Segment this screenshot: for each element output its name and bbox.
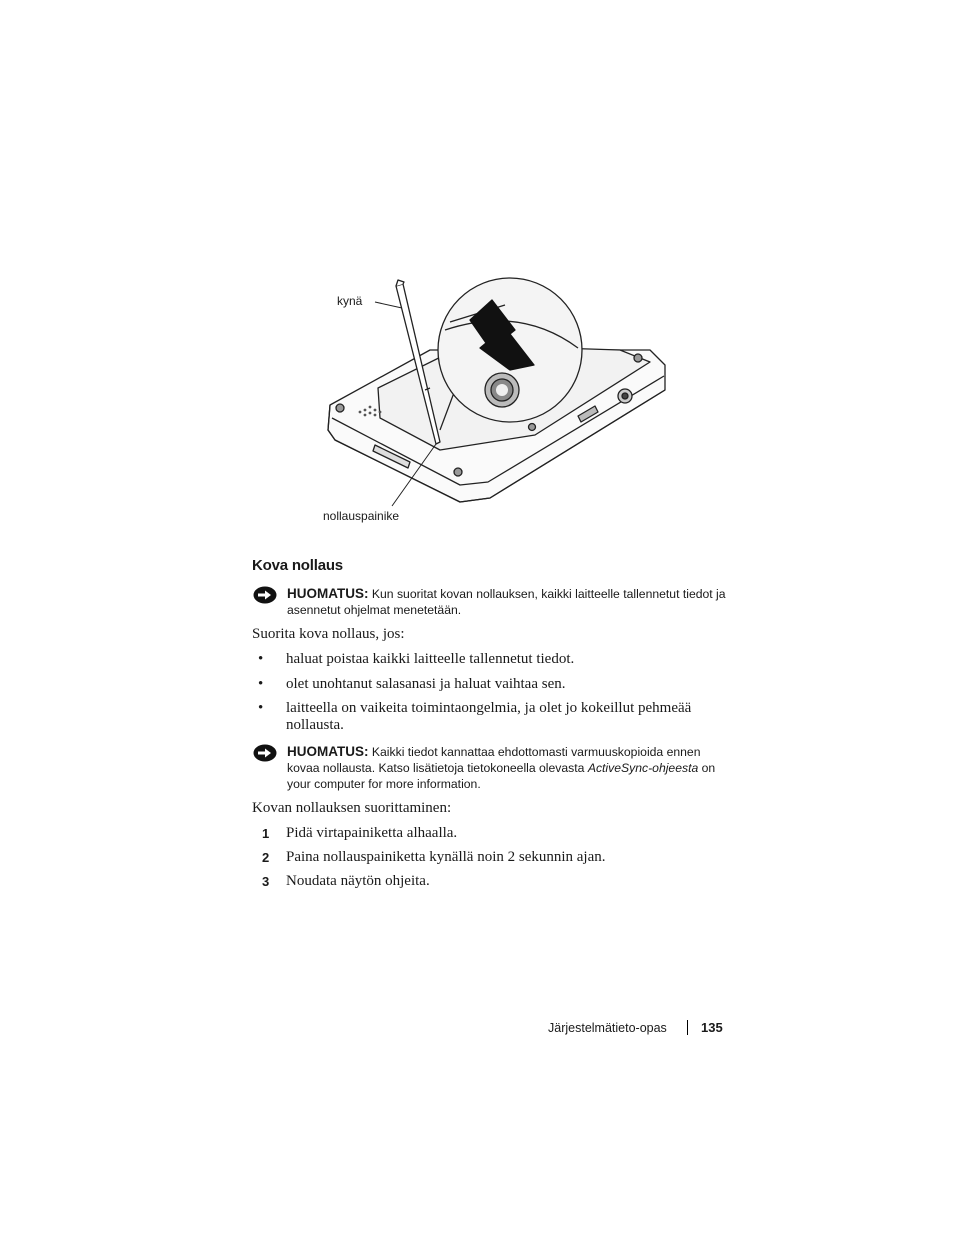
steps-intro: Kovan nollauksen suorittaminen: — [252, 800, 452, 816]
notice-arrow-icon — [253, 744, 277, 762]
notice-2-body: Kaikki tiedot kannattaa ehdottomasti varmuuskopioida ennen kovaa nollausta. Katso lisätietoja tietokoneella olevasta — [287, 745, 701, 775]
notice-2-italic: ActiveSync-ohjeesta — [587, 761, 699, 775]
bullet-item: laitteella on vaikeita toimintaongelmia, ja olet jo kokeillut pehmeää nollausta. — [286, 700, 692, 733]
callout-reset-button: nollauspainike — [323, 509, 400, 523]
notice-arrow-icon — [253, 586, 277, 604]
step-number: 3 — [262, 874, 270, 889]
notice-2-tail: on your computer for more information. — [287, 761, 716, 791]
notice-1-text — [287, 586, 733, 618]
step-text: Pidä virtapainiketta alhaalla. — [286, 825, 458, 841]
step-number: 1 — [262, 826, 270, 841]
callout-stylus: kynä — [337, 294, 363, 308]
bullet-item: haluat poistaa kaikki laitteelle tallennetut tiedot. — [286, 651, 575, 667]
step-text: Paina nollauspainiketta kynällä noin 2 sekunnin ajan. — [286, 849, 606, 865]
pda-drawing — [320, 270, 680, 535]
notice-2-label: HUOMATUS: — [287, 744, 369, 759]
device-reset-illustration — [320, 270, 680, 535]
footer-title: Järjestelmätieto-opas — [548, 1021, 667, 1035]
notice-2-text — [287, 744, 727, 792]
bullet-symbol: • — [258, 651, 264, 667]
intro-paragraph: Suorita kova nollaus, jos: — [252, 626, 405, 642]
bullet-symbol: • — [258, 676, 264, 692]
step-text: Noudata näytön ohjeita. — [286, 873, 430, 889]
footer-separator — [687, 1020, 688, 1035]
section-heading: Kova nollaus — [252, 557, 343, 574]
notice-1-body: Kun suoritat kovan nollauksen, kaikki laitteelle tallennetut tiedot ja asennetut ohjelmat menetetään. — [287, 587, 726, 617]
page-number: 135 — [701, 1020, 723, 1035]
bullet-item: olet unohtanut salasanasi ja haluat vaihtaa sen. — [286, 676, 566, 692]
step-number: 2 — [262, 850, 270, 865]
notice-1-label: HUOMATUS: — [287, 586, 369, 601]
bullet-symbol: • — [258, 700, 264, 716]
